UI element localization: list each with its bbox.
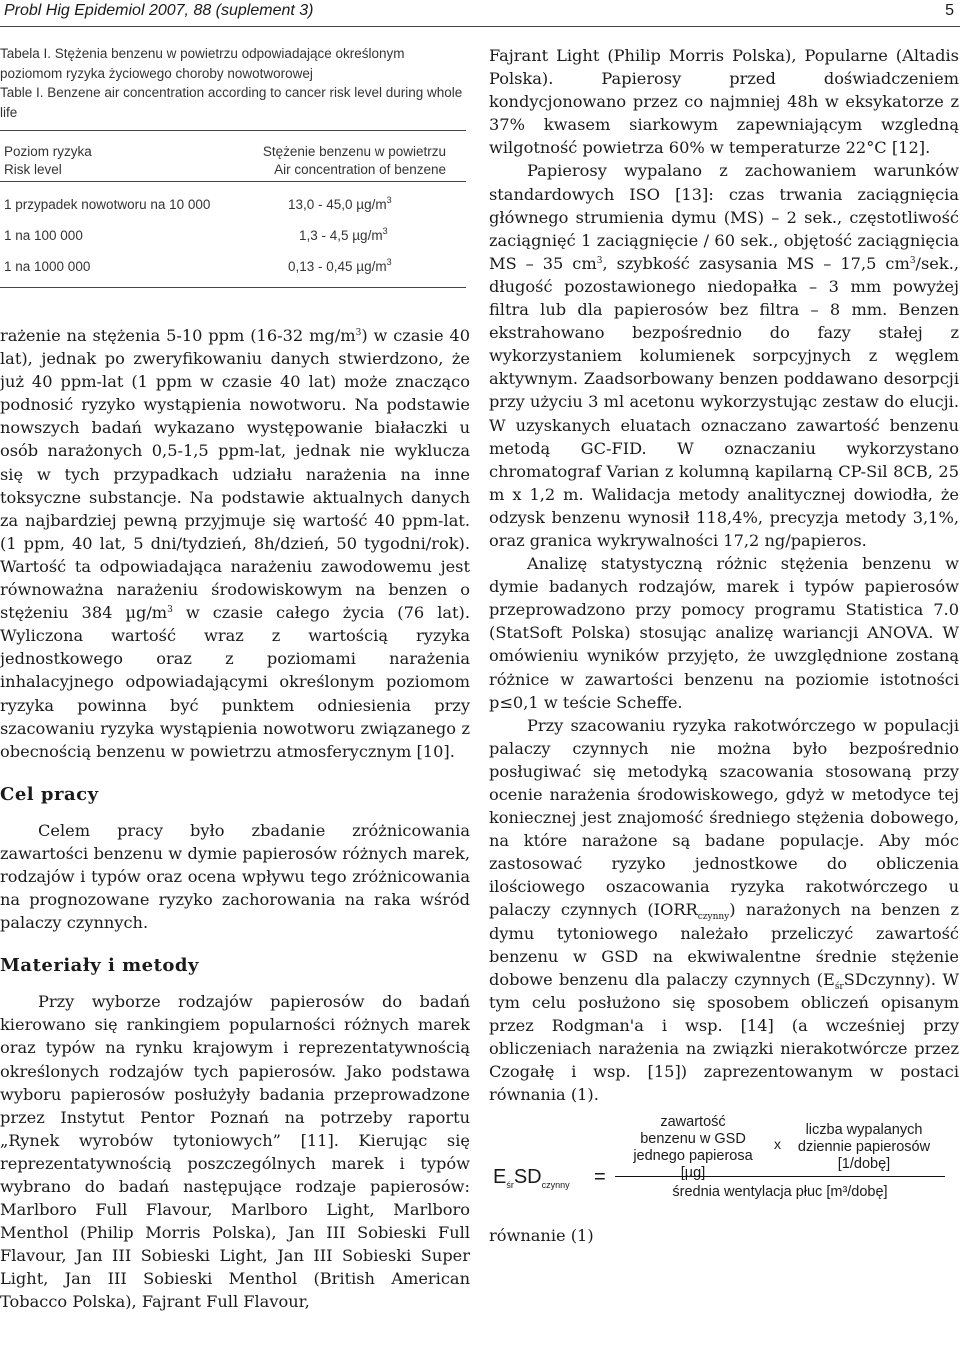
body-paragraph: Papierosy wypalano z zachowaniem warunków standardowych ISO [13]: czas trwania zaciągnięcia głównego strumienia dymu (MS) – 2 sek., częstotliwość zaciągnięć 1 zaciągnięcie / 60 sek., objętość zaciągnięcia MS – 35 $cm^3$, szybkość zasysania MS – 17,5 $cm^3$/sek., długość pozostawionego niedopałka – 3 mm powyżej filtra lub dla papierosów bez filtra – 8 mm. Benzen ekstrahowano bezpośrednio do fazy stałej z wykorzystaniem kolumienek sorpcyjnych z węglem aktywnym. Zaadsorbowany benzen poddawano desorpcji przy użyciu 3 ml acetonu wykorzystując zestaw do elucji. W uzyskanych eluatach oznaczano zawartość benzenu metodą GC-FID. W oznaczaniu wykorzystano chromatograf Varian z kolumną kapilarną CP-Sil 8CB, 25 m x 1,2 m. Walidacja metody analitycznej dowiodła, że odzysk benzenu wynosił 118,4%, precyzja metody 3,1%, oraz granica wykrywalności 17,2 ng/papieros. <box>489 161 959 550</box>
body-paragraph: Fajrant Light (Philip Morris Polska), Popularne (Altadis Polska). Papierosy przed doświadczeniem kondycjonowano przez co najmniej 48h w eksykatorze z 37% kwasem siarkowym zapewniającym wzgledną wilgotność powietrza 60% w temperaturze 22°C [12]. <box>489 46 959 158</box>
fraction-bar <box>615 1176 945 1177</box>
table-caption-en: Table I. Benzene air concentration according to cancer risk level during whole life <box>0 85 463 120</box>
col-conc-en: Air concentration of benzene <box>274 162 446 177</box>
conc-cell: 0,13 - 0,45 $\mu g/m^3$ <box>288 257 392 274</box>
page-number: 5 <box>945 2 954 19</box>
journal-citation: Probl Hig Epidemiol 2007, 88 (suplement 3) <box>4 2 314 19</box>
page-header <box>0 0 960 27</box>
section-heading-methods: Materiały i metody <box>0 955 199 977</box>
col-risk-en: Risk level <box>4 162 62 177</box>
col-conc-pl: Stężenie benzenu w powietrzu <box>262 144 446 159</box>
conc-cell: 1,3 - 4,5 $\mu g/m^3$ <box>299 226 388 243</box>
table-caption-pl: Tabela I. Stężenia benzenu w powietrzu odpowiadające określonym poziomom ryzyka życiowego choroby nowotworowej <box>0 46 405 81</box>
table-row <box>0 188 470 219</box>
risk-cell: 1 na 100 000 <box>4 228 83 243</box>
conc-cell: 13,0 - 45,0 $\mu g/m^3$ <box>288 195 392 212</box>
table-row <box>0 219 470 250</box>
body-paragraph: rażenie na stężenia 5-10 ppm (16-32 $mg/m^3$) w czasie 40 lat), jednak po zweryfikowaniu danych stwierdzono, że już 40 ppm-lat (1 ppm w czasie 40 lat) może znacząco podnosić ryzyko wystąpienia nowotworu. Na podstawie nowszych badań wykazano występowanie białaczki u osób narażonych 0,5-1,5 ppm-lat, jednak nie wyklucza się w tych przypadkach udziału narażenia na inne toksyczne substancje. Na podstawie aktualnych danych za najbardziej pewną przyjmuje się wartość 40 ppm-lat. (1 ppm, 40 lat, 5 dni/tydzień, 8h/dzień, 50 tygodni/rok). Wartość ta odpowiadająca narażeniu zawodowemu jest równoważna narażeniu środowiskowym na benzen o stężeniu 384 $\mu g/m^3$ w czasie całego życia (76 lat). Wyliczona wartość wraz z wartością ryzyka jednostkowego oraz z poziomami narażenia inhalacyjnego odpowiadającymi określonym poziomom ryzyka powinna być punktem odniesienia przy szacowaniu ryzyka wystąpienia nowotworu związanego z obecnością benzenu w powietrzu atmosferycznym [10]. <box>0 326 470 761</box>
table-col-concentration <box>263 143 446 179</box>
numerator-cigarettes-per-day: liczba wypalanych dziennie papierosów [1/dobę] <box>797 1122 931 1173</box>
risk-cell: 1 na 1000 000 <box>4 259 91 274</box>
multiply-sign: x <box>774 1136 781 1153</box>
equation-lhs: $E_{śr}SD_{czynny}$ <box>493 1166 570 1191</box>
table-header <box>0 131 470 181</box>
body-paragraph: Przy wyborze rodzajów papierosów do badań kierowano się rankingiem popularności różnych marek oraz typów na rynku krajowym i reprezentatywnością określonych rodzajów tych papierosów. Jako podstawa wyboru papierosów posłużyły badania przeprowadzone przez Instytut Pentor Poznań na potrzeby raportu „Rynek wyrobów tytoniowych” [11]. Kierując się reprezentatywnością poszczególnych marek i typów wybrano do badań następujące rodzaje papierosów: Marlboro Full Flavour, Marlboro Light, Marlboro Menthol (Philip Morris Polska), Jan III Sobieski Full Flavour, Jan III Sobieski Light, Jan III Sobieski Super Light, Jan III Sobieski Menthol (British American Tobacco Polska), Fajrant Full Flavour, <box>0 992 470 1312</box>
section-heading-aim: Cel pracy <box>0 783 99 805</box>
col-risk-pl: Poziom ryzyka <box>4 144 92 159</box>
left-column <box>0 44 470 1314</box>
table-row <box>0 250 470 281</box>
equals-sign: = <box>594 1166 606 1189</box>
equation-label: równanie (1) <box>489 1226 594 1246</box>
table-col-risk <box>4 143 92 179</box>
body-paragraph: Analizę statystyczną różnic stężenia benzenu w dymie badanych rodzajów, marek i typów papierosów przeprowadzono przy pomocy programu Statistica 7.0 (StatSoft Polska) stosując analizę wariancji ANOVA. W omówieniu wyników przyjęto, że uwzględnione zostaną różnice w zawartości benzenu na poziomie istotności p≤0,1 w teście Scheffe. <box>489 554 959 712</box>
body-paragraph: Celem pracy było zbadanie zróżnicowania zawartości benzenu w dymie papierosów różnych marek, rodzajów i typów oraz ocena wpływu tego zróżnicowania na prognozowane ryzyko zachorowania na raka wśród palaczy czynnych. <box>0 820 470 933</box>
body-paragraph: Przy szacowaniu ryzyka rakotwórczego w populacji palaczy czynnych nie można było bezpośrednio posługiwać się metodyką szacowania stosowaną przy ocenie narażenia środowiskowego, gdyż w metodyce tej koniecznej jest znajomość średniego stężenia dobowego, na które narażone są badane populacje. Aby móc zastosować ryzyko jednostkowe do obliczenia ilościowego oszacowania ryzyka rakotwórczego u palaczy czynnych $(IORR_{czynny})$ narażonych na benzen z dymu tytoniowego należało przeliczyć zawartość benzenu w GSD na ekwiwalentne średnie stężenie dobowe benzenu dla palaczy czynnych $(E_{śr}SDczynny)$. W tym celu posłużono się sposobem obliczeń opisanym przez Rodgman'a i wsp. [14] (a wcześniej przy obliczeniach narażenia na związki nierakotwórcze przez Czogałę i wsp. [15]) zaprezentowanym w postaci równania (1). <box>489 715 959 1105</box>
denominator-lung-ventilation: średnia wentylacja płuc [m³/dobę] <box>672 1184 888 1201</box>
numerator-benzene-content: zawartość benzenu w GSD jednego papierosa [µg] <box>633 1114 753 1182</box>
right-column <box>489 44 959 1245</box>
equation-1 <box>489 1114 959 1224</box>
risk-cell: 1 przypadek nowotworu na 10 000 <box>4 197 211 212</box>
